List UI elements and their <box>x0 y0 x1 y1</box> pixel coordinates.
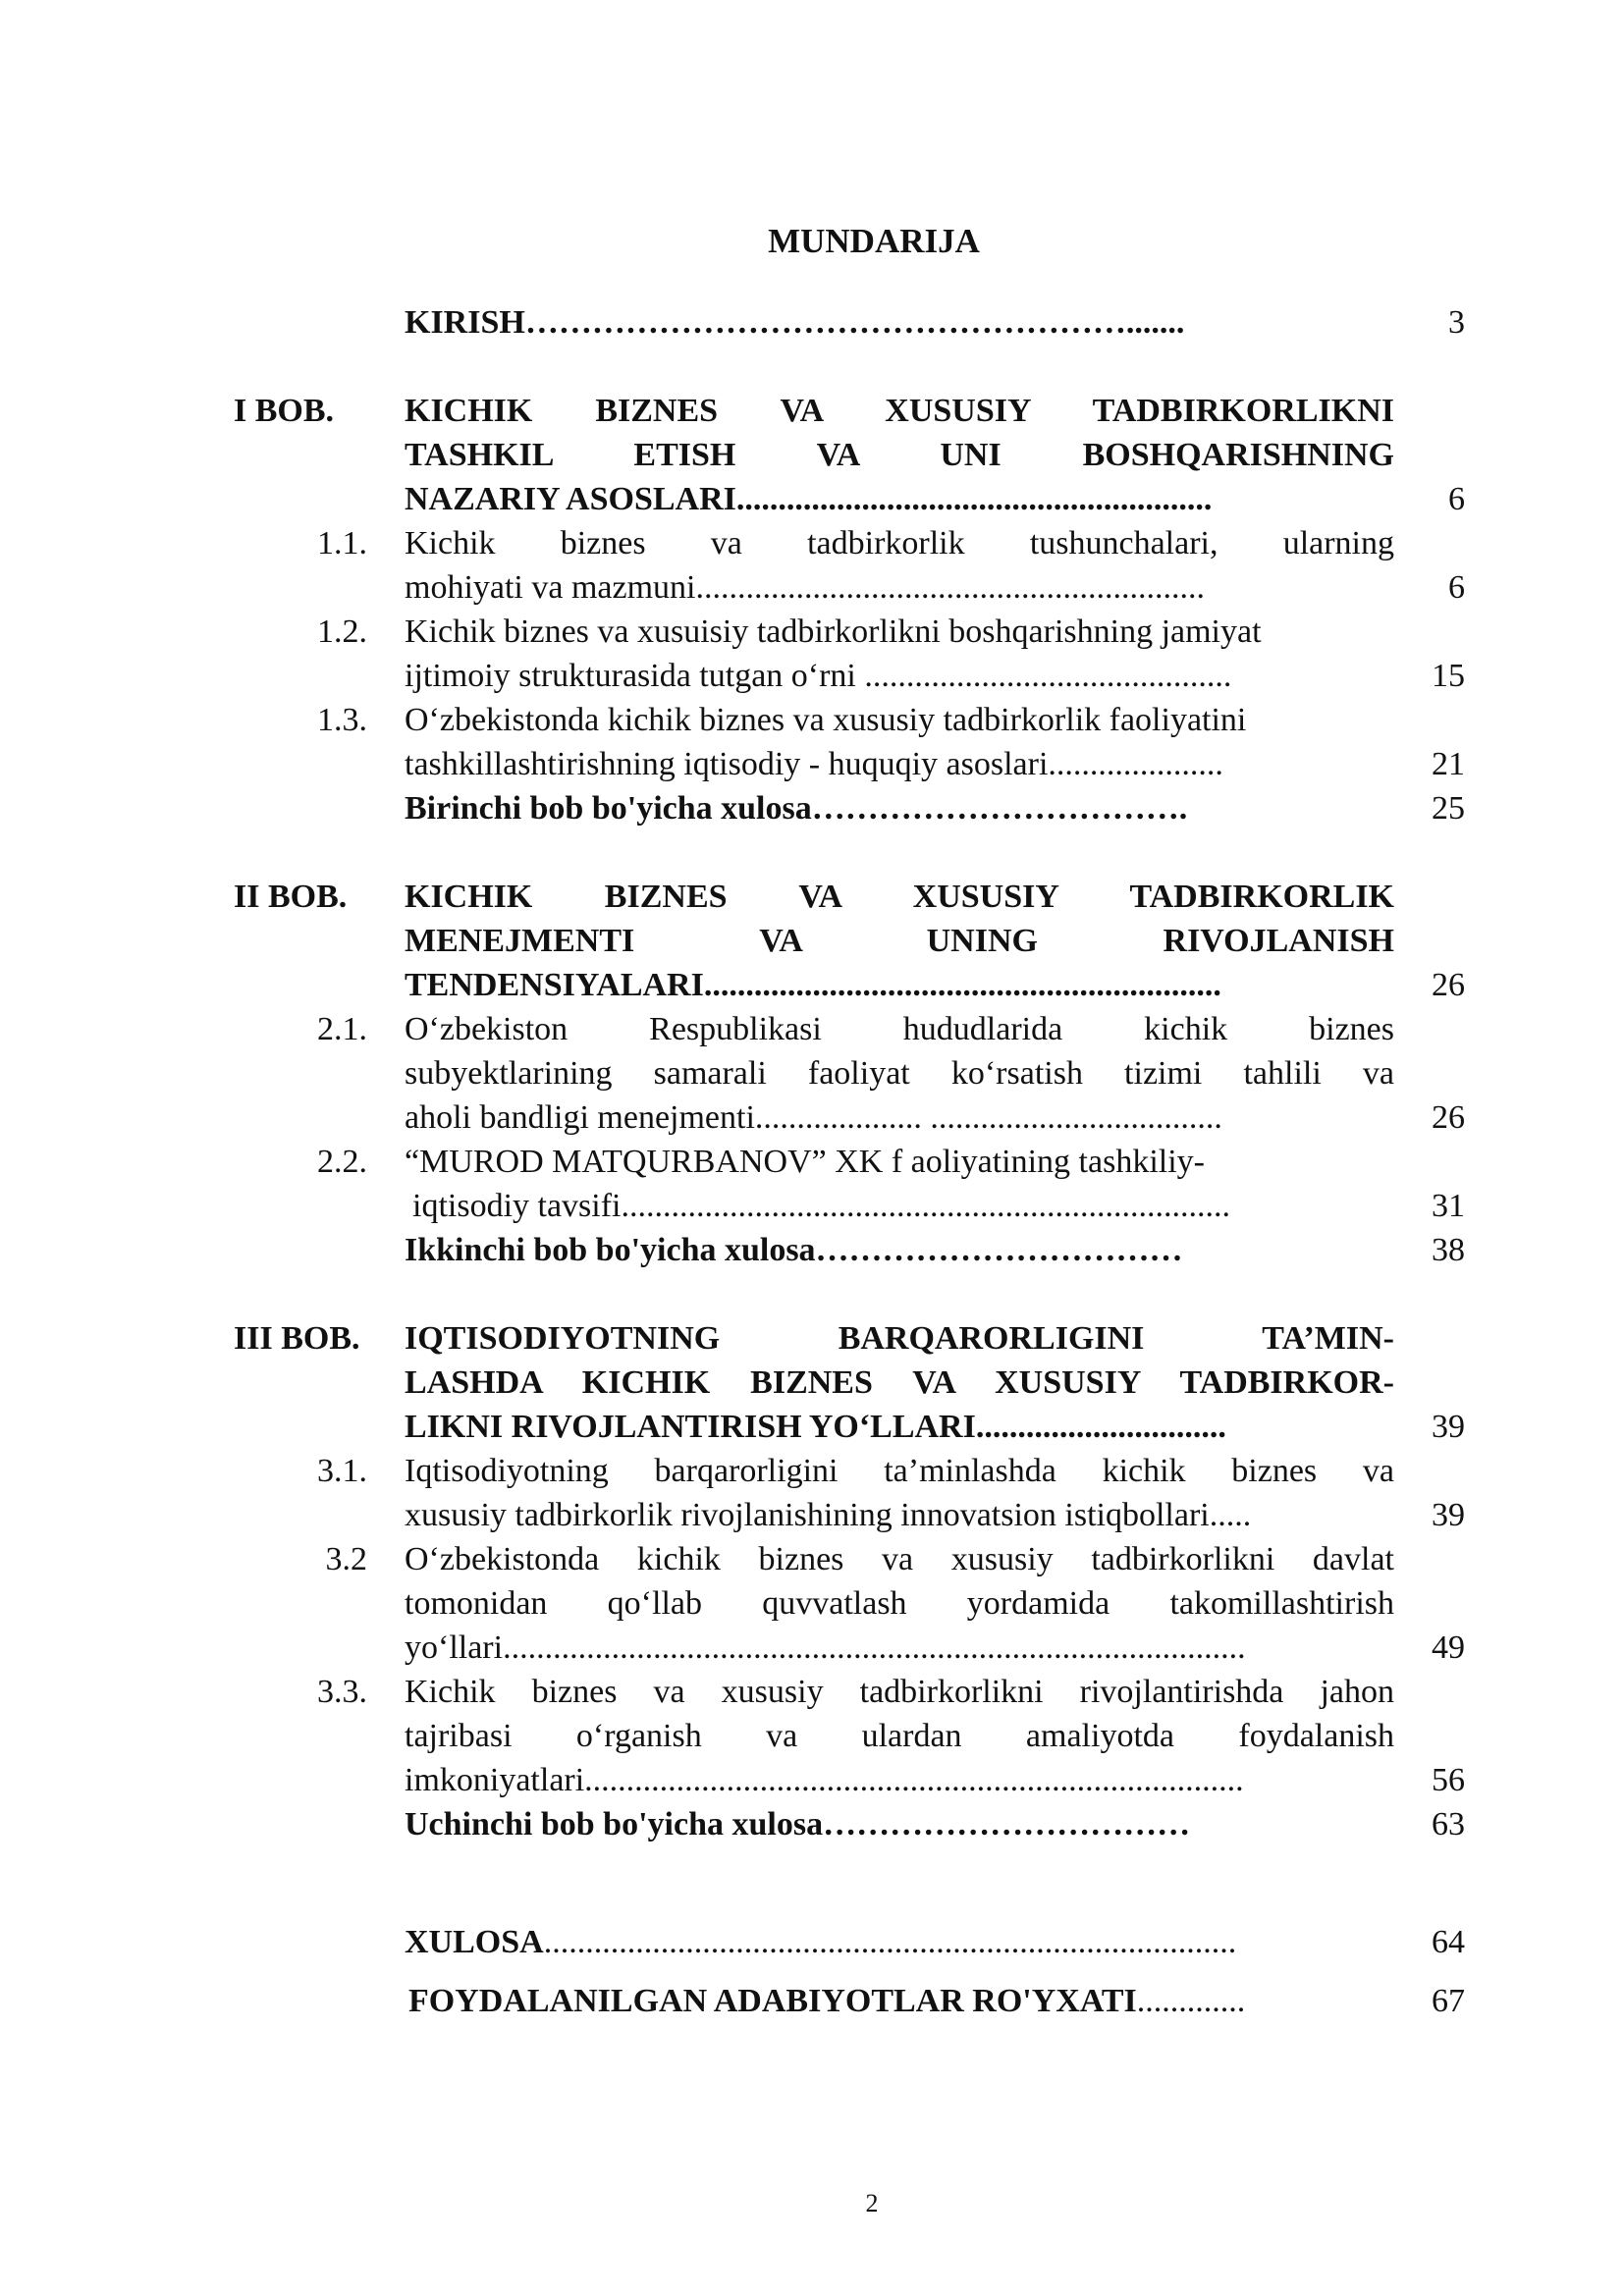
section-3-1-title[interactable]: Iqtisodiyotning barqarorligini ta’minlashda kichik biznes va <box>405 1453 1394 1489</box>
page-title: MUNDARIJA <box>768 222 980 260</box>
section-number: 3.2 <box>325 1541 367 1577</box>
toc-page-section-2-2: 31 <box>1432 1188 1465 1224</box>
section-1-3-title[interactable]: tashkillashtirishning iqtisodiy - huquqiy asoslari..................... <box>405 746 1223 782</box>
section-3-2-title[interactable]: yo‘llari......................................................................................... <box>405 1629 1246 1666</box>
section-number: 3.3. <box>317 1674 367 1710</box>
toc-entry-xulosa[interactable] <box>405 1920 1394 1964</box>
references-label: FOYDALANILGAN ADABIYOTLAR RO'YXATI <box>408 1983 1137 2019</box>
toc-page-section-3-2: 49 <box>1432 1629 1465 1666</box>
toc-page-section-1-1: 6 <box>1448 569 1465 606</box>
section-number: 2.1. <box>317 1011 367 1047</box>
section-1-1-title[interactable]: mohiyati va mazmuni............................................................. <box>405 569 1205 606</box>
section-number: 2.2. <box>317 1144 367 1180</box>
references-leader: ............. <box>1136 1983 1246 2019</box>
section-3-1-title[interactable]: xususiy tadbirkorlik rivojlanishining innovatsion istiqbollari..... <box>405 1497 1252 1533</box>
section-2-1-title[interactable]: subyektlarining samarali faoliyat ko‘rsatish tizimi tahlili va <box>405 1055 1394 1092</box>
section-number: 1.2. <box>317 614 367 650</box>
section-1-1-title[interactable]: Kichik biznes va tadbirkorlik tushunchalari, ularning <box>405 525 1394 561</box>
toc-page-chapter-3: 39 <box>1432 1409 1465 1445</box>
toc-page-section-3-1: 39 <box>1432 1497 1465 1533</box>
section-3-3-title[interactable]: Kichik biznes va xususiy tadbirkorlikni rivojlantirishda jahon <box>405 1674 1394 1710</box>
page-number: 2 <box>865 2189 879 2217</box>
chapter-3-label: III BOB. <box>234 1320 360 1357</box>
chapter-1-summary[interactable]: Birinchi bob bo'yicha xulosa……………………………. <box>405 790 1188 827</box>
section-3-2-title[interactable]: tomonidan qo‘llab quvvatlash yordamida takomillashtirish <box>405 1585 1394 1622</box>
chapter-3-summary[interactable]: Uchinchi bob bo'yicha xulosa…………………………… <box>405 1806 1191 1842</box>
toc-page-chapter-1-summary: 25 <box>1432 790 1465 827</box>
toc-page-section-3-3: 56 <box>1432 1762 1465 1798</box>
chapter-2-title-line[interactable]: TENDENSIYALARI.............................................................. <box>405 967 1221 1003</box>
xulosa-leader: ................................................................................... <box>543 1924 1237 1960</box>
chapter-1-title-line[interactable]: NAZARIY ASOSLARI......................................................... <box>405 481 1213 517</box>
section-1-3-title[interactable]: O‘zbekistonda kichik biznes va xususiy tadbirkorlik faoliyatini <box>405 702 1247 738</box>
toc-page-chapter-2-summary: 38 <box>1432 1232 1465 1268</box>
toc-page-xulosa: 64 <box>1432 1924 1465 1960</box>
section-number: 1.3. <box>317 702 367 738</box>
chapter-2-summary[interactable]: Ikkinchi bob bo'yicha xulosa…………………………… <box>405 1232 1183 1268</box>
toc-entry-references[interactable] <box>405 1979 1398 2023</box>
section-1-2-title[interactable]: ijtimoiy strukturasida tutgan o‘rni ............................................ <box>405 658 1232 694</box>
toc-page-chapter-2: 26 <box>1432 967 1465 1003</box>
chapter-1-title-line[interactable]: TASHKIL ETISH VA UNI BOSHQARISHNING <box>405 437 1394 473</box>
section-3-2-title[interactable]: O‘zbekistonda kichik biznes va xususiy tadbirkorlikni davlat <box>405 1541 1394 1577</box>
chapter-3-title-line[interactable]: IQTISODIYOTNING BARQARORLIGINI TA’MIN- <box>405 1320 1394 1357</box>
toc-page-section-2-1: 26 <box>1432 1099 1465 1136</box>
section-number: 1.1. <box>317 525 367 561</box>
chapter-3-title-line[interactable]: LASHDA KICHIK BIZNES VA XUSUSIY TADBIRKOR- <box>405 1364 1394 1401</box>
section-2-1-title[interactable]: aholi bandligi menejmenti.................... ................................... <box>405 1099 1222 1136</box>
toc-page-section-1-3: 21 <box>1432 746 1465 782</box>
toc-page-chapter-3-summary: 63 <box>1432 1806 1465 1842</box>
chapter-2-title-line[interactable]: MENEJMENTI VA UNING RIVOJLANISH <box>405 923 1394 959</box>
section-1-2-title[interactable]: Kichik biznes va xusuisiy tadbirkorlikni boshqarishning jamiyat <box>405 614 1262 650</box>
toc-entry-kirish[interactable]: KIRISH………………………………………………....... <box>405 304 1185 341</box>
toc-page-section-1-2: 15 <box>1432 658 1465 694</box>
section-3-3-title[interactable]: imkoniyatlari............................................................................... <box>405 1762 1244 1798</box>
section-2-1-title[interactable]: O‘zbekiston Respublikasi hududlarida kichik biznes <box>405 1011 1394 1047</box>
toc-page-references: 67 <box>1432 1983 1465 2019</box>
xulosa-label: XULOSA <box>405 1924 544 1960</box>
chapter-1-title-line[interactable]: KICHIK BIZNES VA XUSUSIY TADBIRKORLIKNI <box>405 393 1394 429</box>
section-3-3-title[interactable]: tajribasi o‘rganish va ulardan amaliyotda foydalanish <box>405 1718 1394 1754</box>
section-2-2-title[interactable]: “MUROD MATQURBANOV” XK f aoliyatining tashkiliy- <box>405 1144 1205 1180</box>
toc-page-kirish: 3 <box>1448 304 1465 341</box>
section-number: 3.1. <box>317 1453 367 1489</box>
chapter-2-title-line[interactable]: KICHIK BIZNES VA XUSUSIY TADBIRKORLIK <box>405 879 1394 915</box>
chapter-2-label: II BOB. <box>234 879 348 915</box>
chapter-1-label: I BOB. <box>234 393 335 429</box>
section-2-2-title[interactable]: iqtisodiy tavsifi......................................................................... <box>412 1188 1230 1224</box>
toc-page-chapter-1: 6 <box>1448 481 1465 517</box>
chapter-3-title-line[interactable]: LIKNI RIVOJLANTIRISH YO‘LLARI.............................. <box>405 1409 1226 1445</box>
